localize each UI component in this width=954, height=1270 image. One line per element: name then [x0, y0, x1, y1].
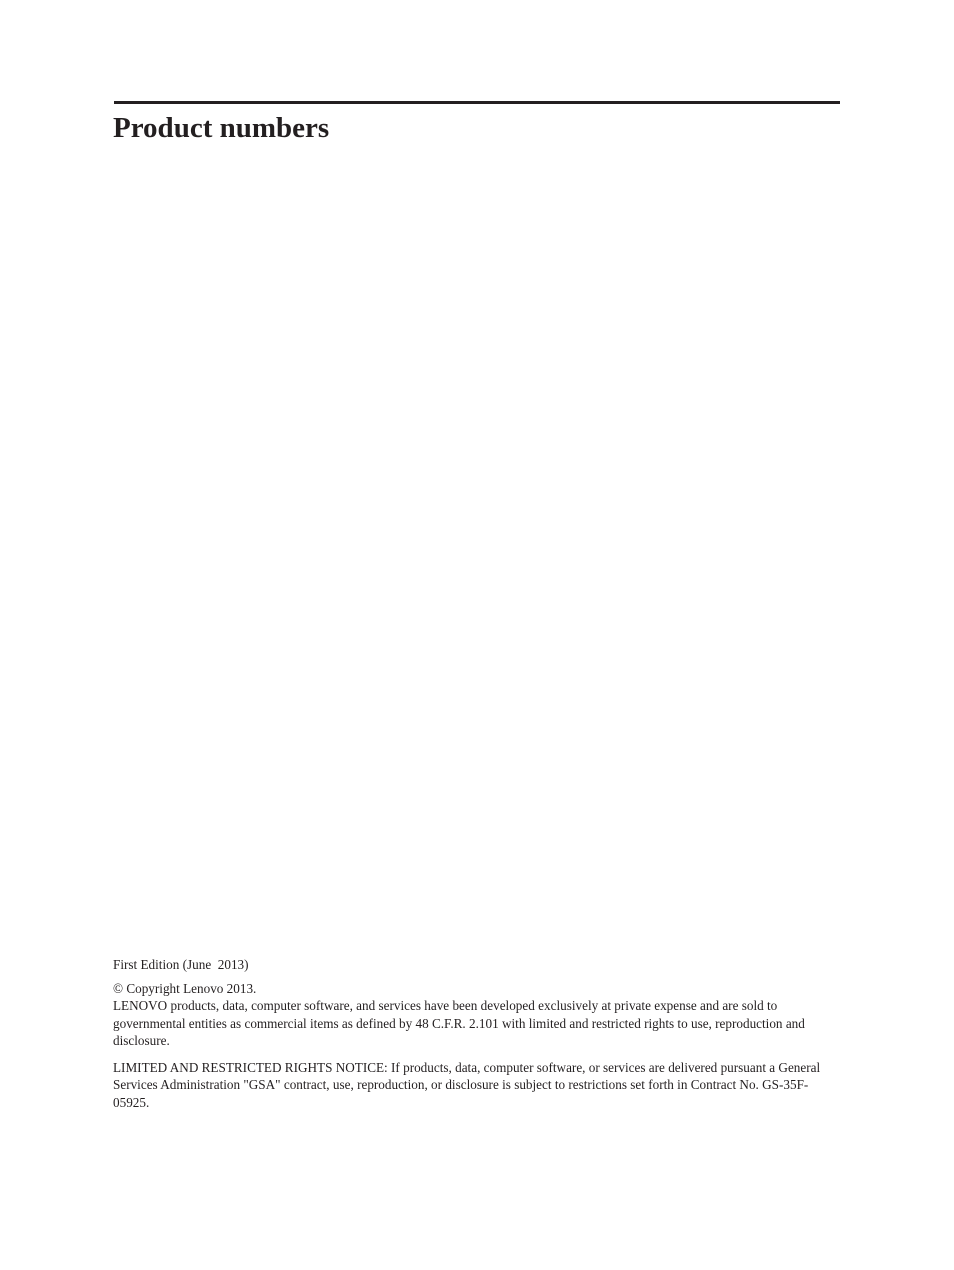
restricted-rights-notice: LIMITED AND RESTRICTED RIGHTS NOTICE: If products, data, computer software, or services are delivered pursuant a General Services Administration "GSA" contract, use, reproduction, or disclosure is subject to restrictions set forth in Contract No. GS-35F-05925.	[113, 1059, 821, 1110]
edition-notice: First Edition (June 2013)	[113, 957, 249, 972]
title-rule	[114, 101, 840, 104]
legal-notices	[113, 956, 837, 1111]
copyright-notice: © Copyright Lenovo 2013.	[113, 980, 257, 996]
lenovo-products-notice: LENOVO products, data, computer software, and services have been developed exclusively at private expense and are sold to governmental entities as commercial items as defined by 48 C.F.R. 2.101 with limited and restricted rights to use, reproduction and disclosure.	[113, 998, 805, 1048]
page-title: Product numbers	[113, 112, 330, 144]
